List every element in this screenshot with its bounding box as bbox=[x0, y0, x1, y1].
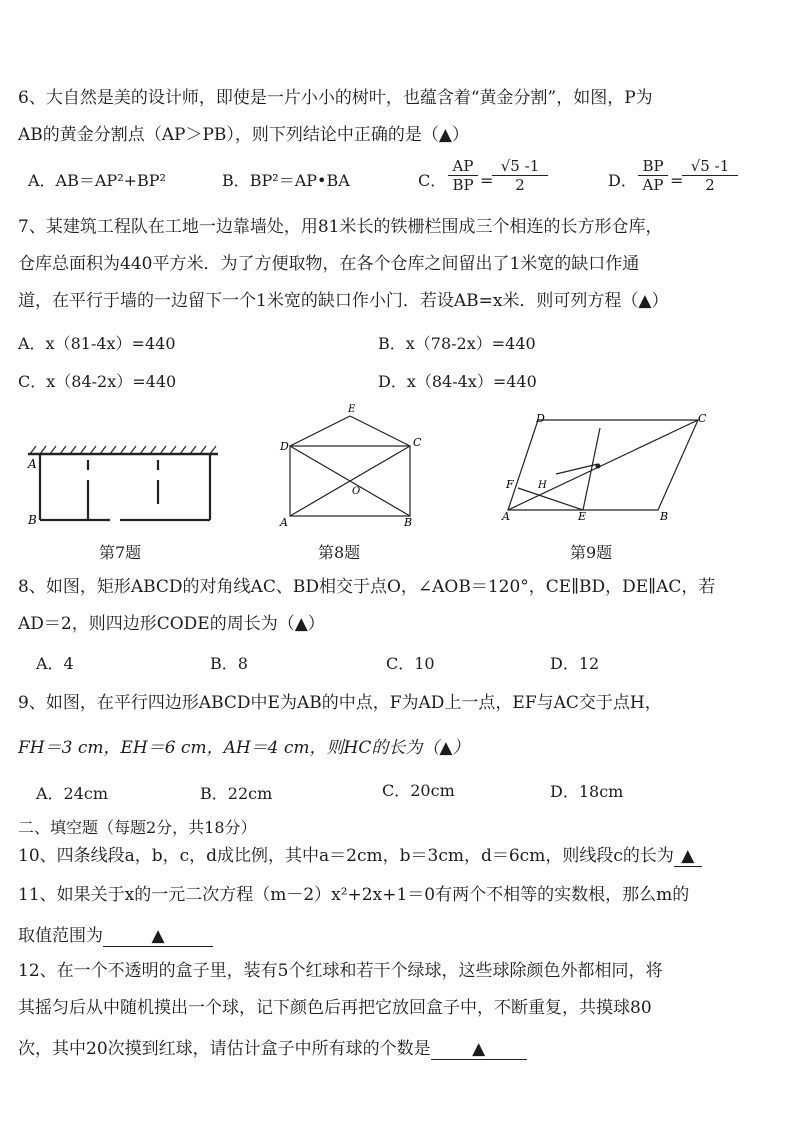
fig9-lines bbox=[508, 420, 698, 510]
q8-line2: AD＝2，则四边形CODE的周长为（▲） bbox=[18, 614, 325, 634]
q6-c-root-denominator: 2 bbox=[515, 176, 525, 194]
q10-text: 10、四条线段a，b，c，d成比例，其中a＝2cm，b＝3cm，d＝6cm，则线段c的长为 bbox=[18, 846, 674, 866]
caption-figure-7: 第7题 bbox=[99, 543, 142, 562]
caption-figure-9: 第9题 bbox=[570, 543, 613, 562]
q6-option-c-label: C． bbox=[418, 171, 447, 190]
q6-option-c-fraction-right bbox=[492, 157, 548, 194]
figure-8 bbox=[278, 402, 428, 532]
q6-line1: 6、大自然是美的设计师，即使是一片小小的树叶，也蕴含着“黄金分割”，如图，P为 bbox=[18, 88, 653, 108]
q6-option-c-fraction-left bbox=[448, 157, 478, 194]
figure-9 bbox=[498, 408, 718, 530]
q11-answer-blank[interactable]: ▲ bbox=[103, 926, 213, 947]
q10-answer-blank[interactable]: ▲ bbox=[674, 846, 702, 867]
q6-option-d-fraction-left bbox=[638, 157, 668, 194]
fig8-label-d: D bbox=[280, 440, 289, 453]
fig8-lines bbox=[290, 416, 410, 516]
fig9-label-c: C bbox=[698, 412, 707, 425]
q8-option-a: A．4 bbox=[36, 654, 74, 673]
fig7-label-b: B bbox=[28, 513, 37, 527]
q11-line2 bbox=[18, 926, 213, 947]
q6-c-denominator: BP bbox=[452, 176, 474, 194]
q10-line1 bbox=[18, 846, 702, 867]
q7-option-a: A．x（81-4x）=440 bbox=[18, 334, 176, 353]
wall-hatching bbox=[28, 446, 218, 454]
q12-line3 bbox=[18, 1039, 527, 1060]
q6-d-denominator: AP bbox=[642, 176, 664, 194]
fig9-label-e: E bbox=[578, 510, 587, 523]
q8-line1: 8、如图，矩形ABCD的对角线AC、BD相交于点O，∠AOB＝120°，CE∥BD，DE∥AC，若 bbox=[18, 577, 716, 597]
q6-d-numerator: BP bbox=[638, 157, 668, 176]
q6-option-b: B．BP²＝AP•BA bbox=[222, 171, 350, 190]
fig9-label-h: H bbox=[538, 480, 547, 491]
q7-option-d: D．x（84-4x）=440 bbox=[378, 372, 537, 391]
q7-option-b: B．x（78-2x）=440 bbox=[378, 334, 536, 353]
fig9-label-a: A bbox=[502, 510, 510, 523]
q9-option-c: C．20cm bbox=[382, 781, 455, 800]
q12-answer-blank[interactable]: ▲ bbox=[431, 1039, 527, 1060]
q8-option-c: C．10 bbox=[386, 654, 435, 673]
q12-line1: 12、在一个不透明的盒子里，装有5个红球和若干个绿球，这些球除颜色外都相同，将 bbox=[18, 961, 663, 981]
q7-line1: 7、某建筑工程队在工地一边靠墙处，用81米长的铁栅栏围成三个相连的长方形仓库， bbox=[18, 217, 663, 237]
q9-option-b: B．22cm bbox=[200, 784, 273, 803]
q9-line2: FH＝3 cm，EH＝6 cm，AH＝4 cm，则HC的长为（▲） bbox=[18, 738, 470, 758]
q12-line2: 其摇匀后从中随机摸出一个球，记下颜色后再把它放回盒子中，不断重复，共摸球80 bbox=[18, 998, 652, 1018]
q6-option-d-equals: = bbox=[670, 171, 684, 190]
q6-option-d-label: D． bbox=[608, 171, 637, 190]
q9-line1: 9、如图，在平行四边形ABCD中E为AB的中点，F为AD上一点，EF与AC交于点H， bbox=[18, 693, 662, 713]
q7-option-c: C．x（84-2x）=440 bbox=[18, 372, 177, 391]
q6-d-root-denominator: 2 bbox=[705, 176, 715, 194]
q6-line2: AB的黄金分割点（AP＞PB），则下列结论中正确的是（▲） bbox=[18, 125, 469, 145]
q6-d-root-numerator: √5 -1 bbox=[682, 157, 738, 176]
fig8-label-o: O bbox=[352, 486, 361, 497]
fig9-label-f: F bbox=[506, 478, 514, 491]
q11-line1: 11、如果关于x的一元二次方程（m－2）x²+2x+1＝0有两个不相等的实数根，那么m的 bbox=[18, 885, 690, 905]
q8-option-d: D．12 bbox=[550, 654, 600, 673]
q9-option-a: A．24cm bbox=[36, 784, 109, 803]
section-2-heading: 二、填空题（每题2分，共18分） bbox=[18, 818, 257, 837]
fig8-label-c: C bbox=[413, 436, 422, 449]
q7-line3: 道，在平行于墙的一边留下一个1米宽的缺口作小门．若设AB=x米．则可列方程（▲） bbox=[18, 291, 669, 311]
q6-option-c-equals: = bbox=[480, 171, 494, 190]
fig8-label-e: E bbox=[348, 404, 356, 415]
q6-c-numerator: AP bbox=[448, 157, 478, 176]
fig9-intersection-point bbox=[596, 464, 601, 469]
q7-line2: 仓库总面积为440平方米．为了方便取物，在各个仓库之间留出了1米宽的缺口作通 bbox=[18, 254, 640, 274]
fig9-label-b: B bbox=[660, 510, 669, 523]
q11-text: 取值范围为 bbox=[18, 926, 103, 946]
q8-option-b: B．8 bbox=[210, 654, 248, 673]
fig8-label-a: A bbox=[280, 516, 288, 529]
q6-c-root-numerator: √5 -1 bbox=[492, 157, 548, 176]
fig9-label-d: D bbox=[536, 412, 545, 425]
fig8-label-b: B bbox=[404, 516, 413, 529]
caption-figure-8: 第8题 bbox=[318, 543, 361, 562]
q6-option-d-fraction-right bbox=[682, 157, 738, 194]
fence-outline bbox=[40, 454, 210, 520]
q9-option-d: D．18cm bbox=[550, 782, 624, 801]
q12-text: 次，其中20次摸到红球，请估计盒子中所有球的个数是 bbox=[18, 1039, 431, 1059]
figure-7 bbox=[24, 440, 224, 530]
fig7-label-a: A bbox=[28, 457, 37, 471]
q6-option-a: A．AB＝AP²+BP² bbox=[28, 171, 166, 190]
